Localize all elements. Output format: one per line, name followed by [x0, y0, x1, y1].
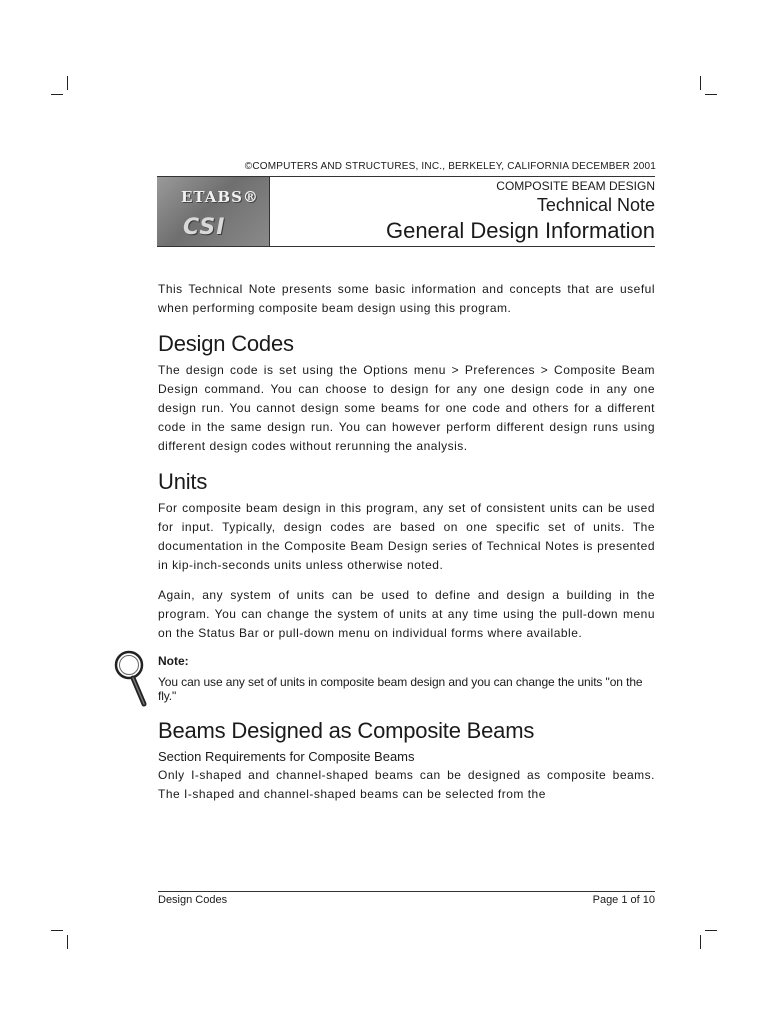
logo [157, 177, 270, 246]
note-text: You can use any set of units in composite beam design and you can change the units "on the fly." [158, 675, 643, 703]
crop-mark [705, 94, 717, 95]
section-heading: Design Codes [158, 331, 294, 356]
copyright-line: ©COMPUTERS AND STRUCTURES, INC., BERKELEY, CALIFORNIA DECEMBER 2001 [244, 161, 656, 172]
crop-mark [67, 76, 68, 90]
footer-rule [158, 891, 655, 892]
page-number: Page 1 of 10 [592, 894, 655, 906]
crop-mark [67, 935, 68, 949]
section-heading: Units [158, 469, 208, 494]
intro-paragraph: This Technical Note presents some basic information and concepts that are useful when performing composite beam design using this program. [158, 282, 655, 315]
section-heading: Beams Designed as Composite Beams [158, 718, 535, 743]
document-category: COMPOSITE BEAM DESIGN [496, 179, 655, 193]
paragraph: Again, any system of units can be used to define and design a building in the program. You can change the system of units at any time using the pull-down menu on the Status Bar or pull-down menu on individual forms where available. [158, 588, 655, 640]
logo-csi-text: CSI [183, 215, 226, 240]
paragraph: Only I-shaped and channel-shaped beams can be designed as composite beams. The I-shaped and channel-shaped beams can be selected from the [158, 768, 655, 801]
paragraph: For composite beam design in this program, any set of consistent units can be used for input. Typically, design codes are based on one specific set of units. The documentation in the Composite Beam Design series of Technical Notes is presented in kip-inch-seconds units unless otherwise noted. [158, 501, 655, 572]
note-callout [158, 653, 655, 703]
page-content [158, 280, 655, 804]
document-title: General Design Information [385, 218, 655, 243]
crop-mark [51, 930, 63, 931]
crop-mark [700, 76, 701, 90]
paragraph: The design code is set using the Options menu > Preferences > Composite Beam Design command. You can choose to design for any one design code in any one design run. You cannot design some beams for one code and others for a different code in the same design run. You can however perform different design runs using different design codes without rerunning the analysis. [158, 363, 655, 453]
subsection-heading: Section Requirements for Composite Beams [158, 749, 415, 764]
crop-mark [705, 930, 717, 931]
footer-section-name: Design Codes [158, 894, 228, 906]
note-label: Note: [158, 654, 189, 668]
header-rule [157, 246, 655, 247]
crop-mark [700, 935, 701, 949]
logo-etabs-text: ETABS® [181, 188, 259, 206]
document-type: Technical Note [536, 195, 655, 215]
crop-mark [51, 94, 63, 95]
magnifying-glass-icon [110, 647, 150, 711]
